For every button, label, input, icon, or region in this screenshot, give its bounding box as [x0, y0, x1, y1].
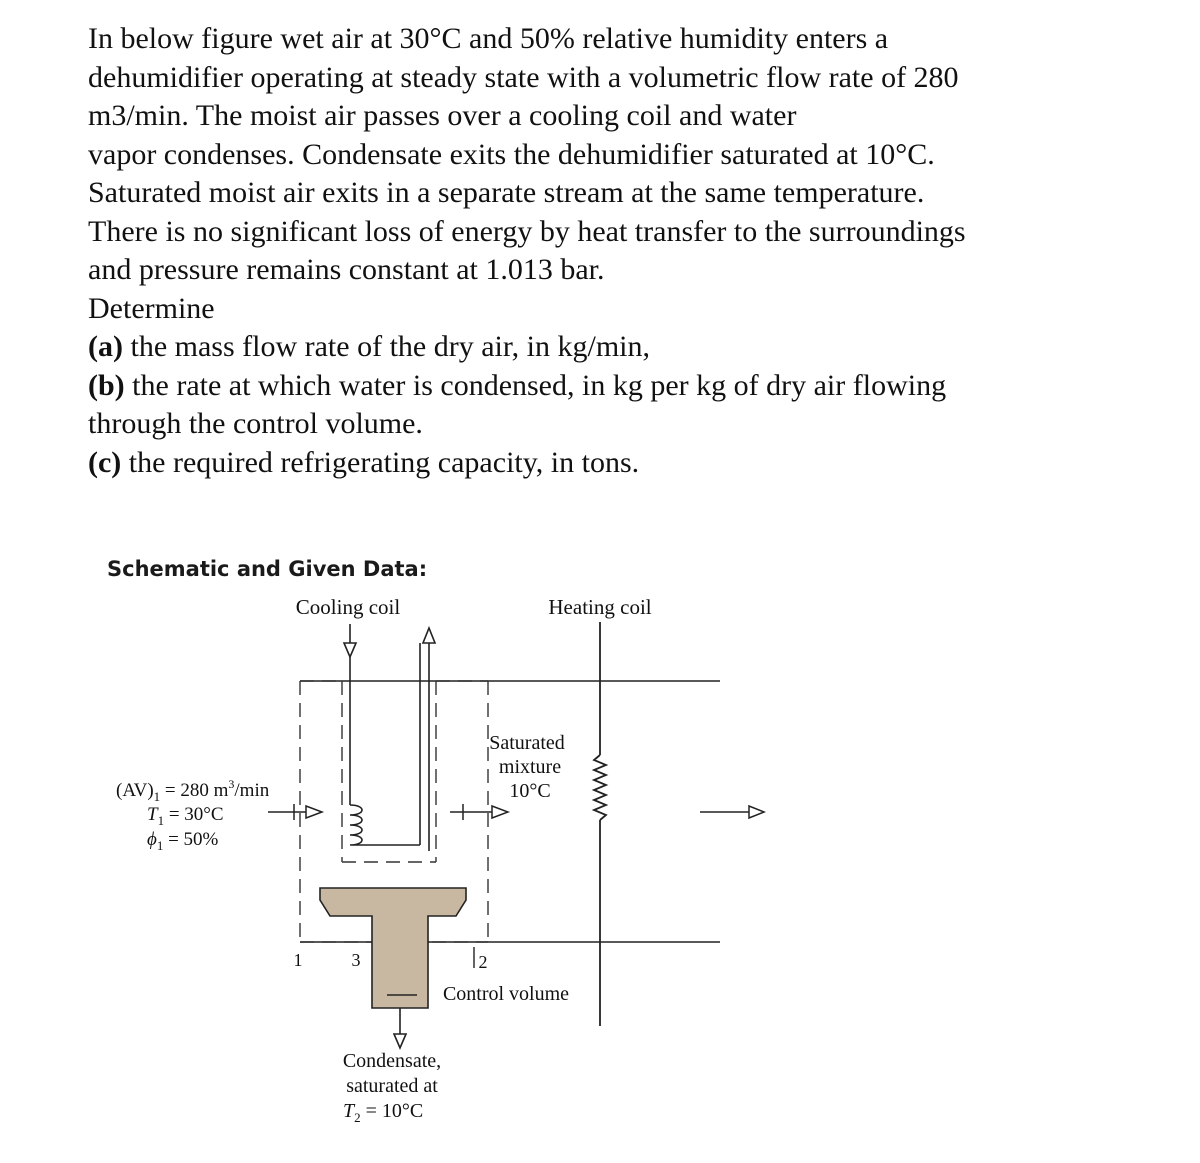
intro-line: m3/min. The moist air passes over a cooling coil and water [88, 99, 797, 132]
mixture-temp-label: 10°C [509, 780, 551, 802]
question-label: (c) [88, 445, 122, 479]
question-label: (a) [88, 330, 123, 363]
condensate-saturated-label: saturated at [346, 1075, 438, 1097]
control-volume-label: Control volume [442, 983, 570, 1005]
inlet-flow-label: $(AV)_1 = 280$ $m^3/\min$ [116, 777, 270, 804]
state-1-label: 1 [293, 950, 303, 970]
condensate-temp-label: $T_2 = 10^\circ C$ [343, 1100, 424, 1125]
mixture-label: mixture [498, 756, 562, 778]
intro-line: dehumidifier operating at steady state with a volumetric flow rate of 280 [88, 60, 959, 94]
state-2-label: 2 [478, 952, 488, 972]
intro-line: In below figure wet air at 30°C and 50% relative humidity enters a [88, 22, 889, 55]
mixture-arrow-head [492, 806, 508, 818]
question-label: (b) [88, 368, 125, 402]
cooling-coil [344, 624, 435, 851]
intro-line: vapor condenses. Condensate exits the dehumidifier saturated at 10°C. [88, 137, 935, 171]
intro-line: There is no significant loss of energy by heat transfer to the surroundings [88, 214, 966, 248]
cooling-coil-label: Cooling coil [295, 595, 401, 619]
condensate-label: Condensate, [342, 1050, 442, 1072]
question-text: the rate at which water is condensed, in kg per kg of dry air flowing [124, 368, 947, 402]
state-3-label: 3 [351, 950, 361, 970]
heating-coil [594, 622, 606, 1026]
schematic-heading: Schematic and Given Data: [107, 557, 428, 581]
condensate-tray [320, 888, 466, 1048]
heating-coil-label: Heating coil [548, 595, 652, 619]
question-text: through the control volume. [88, 407, 423, 440]
determine-label: Determine [88, 291, 215, 325]
saturated-label: Saturated [489, 732, 565, 754]
question-text: the required refrigerating capacity, in tons. [121, 445, 640, 479]
inlet-humidity-label: $\phi_1 = 50\%$ [147, 829, 219, 853]
inlet-temp-label: $T_1 = 30^\circ C$ [147, 804, 224, 828]
question-text: the mass flow rate of the dry air, in kg/min, [122, 330, 650, 363]
intro-line: Saturated moist air exits in a separate stream at the same temperature. [88, 176, 925, 209]
outlet-arrow-head [749, 806, 764, 818]
intro-line: and pressure remains constant at 1.013 bar. [88, 253, 605, 286]
inlet-arrow-head [306, 806, 322, 818]
